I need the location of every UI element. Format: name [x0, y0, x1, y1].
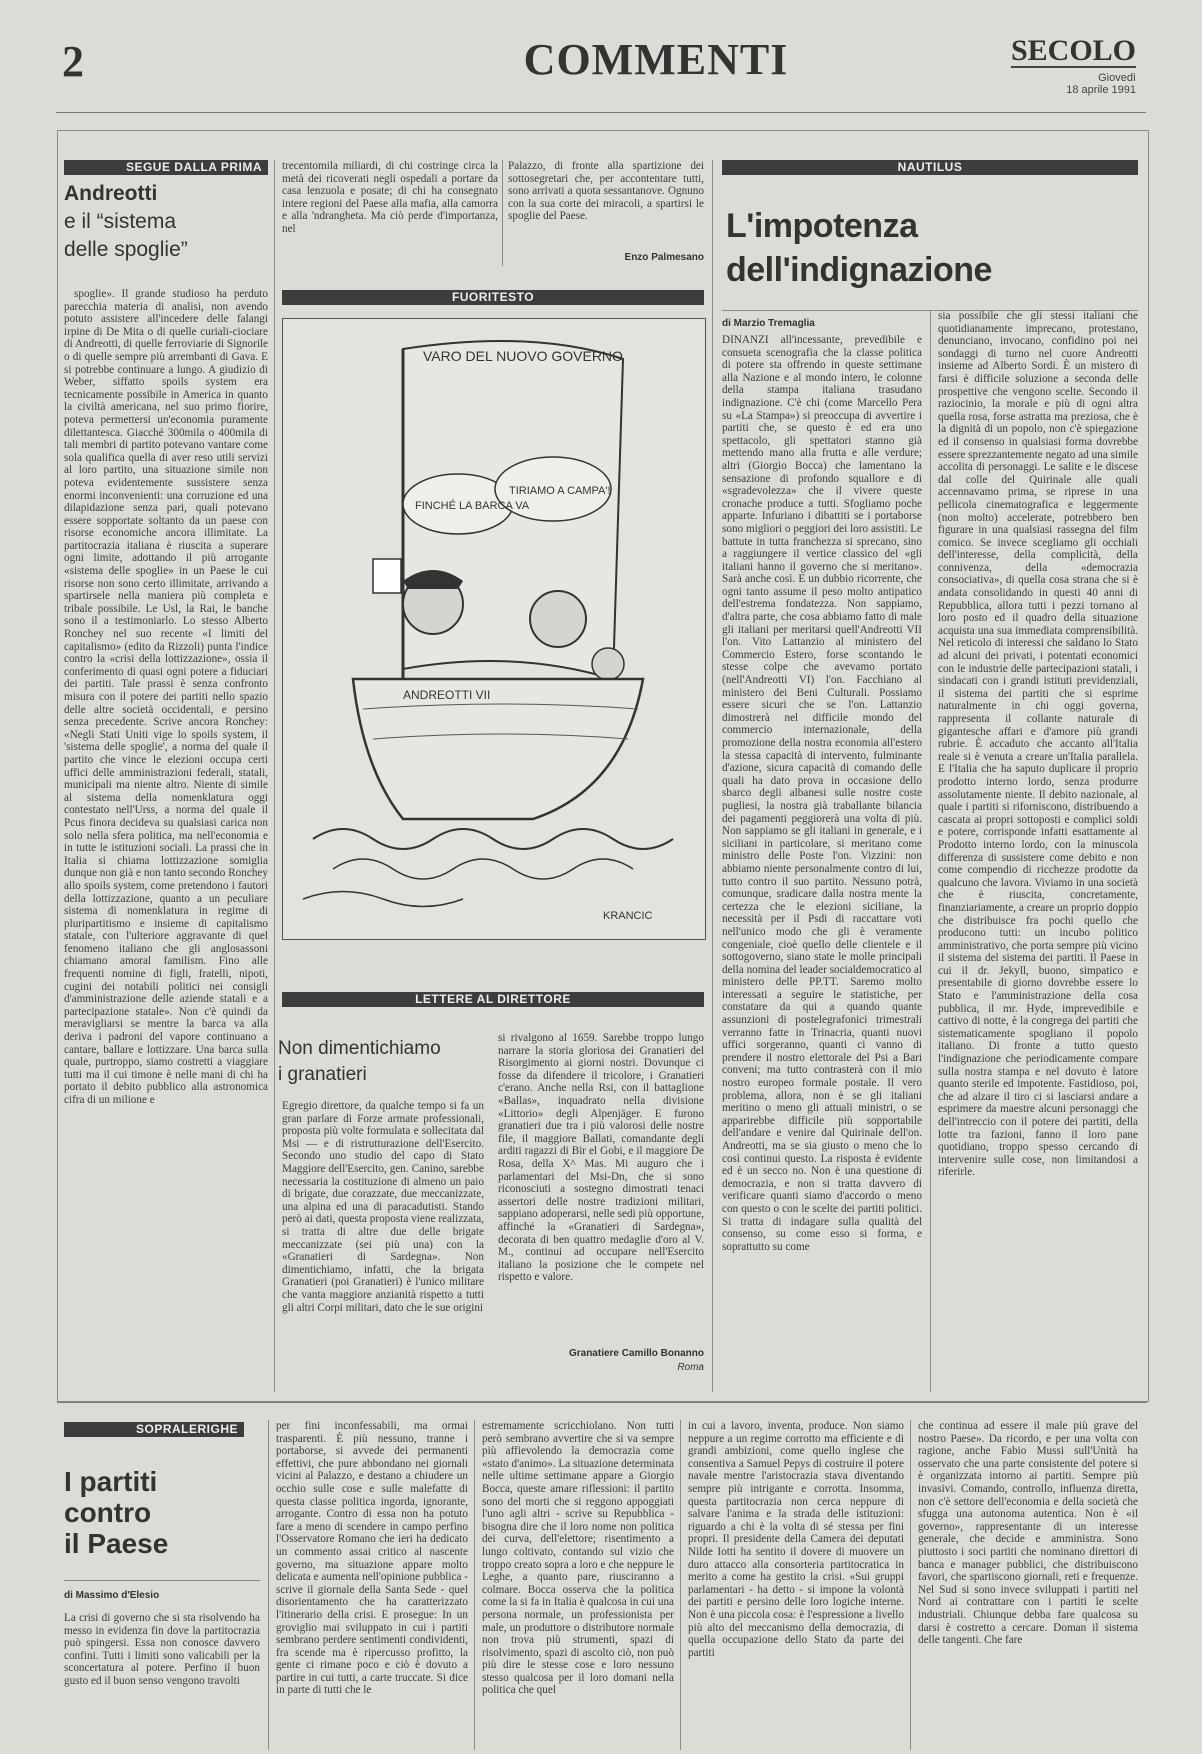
andreotti-headline: [64, 180, 264, 264]
bottom-rule: [57, 1402, 1147, 1403]
date-line-1: Giovedì: [1098, 72, 1136, 84]
wave-1: [313, 829, 673, 849]
partiti-col3: [482, 1420, 674, 1746]
granatieri-title-line2: i granatieri: [278, 1064, 367, 1085]
page-header: [56, 26, 1146, 116]
vrule-6: [474, 1420, 475, 1750]
date-line-2: 18 aprile 1991: [1066, 84, 1136, 96]
andreotti-col1: [64, 288, 268, 1388]
figure-right-head: [530, 591, 586, 647]
andreotti-col1-text: spoglie». Il grande studioso ha perduto parecchia materia di analisi, non avendo potuto assistere all'incedere delle falangi irpine di De Mita o di quelle curiali-ciociare di Andreotti, di quelle ferroviarie di Signorile o di quelle sempre più arrembanti di Gava. E si potrebbe continuare a lungo. A giudizio di Weber, siffatto spoils system era tecnicamente possibile in America in quanto la civiltà americana, nel suo primo fiorire, poteva permettersi un'economia puramente dilettantesca. Giacché 300mila o 400mila di tali membri di partito potevano vantare come sola qualifica quella di aver reso utili servizi al loro partito, una situazione simile non poteva evidentemente sussistere senza enormi inconvenienti: una corruzione ed una dilapidazione senza pari, quali potevano essere sopportate soltanto da un paese con risorse economiche ancora illimitate. La partitocrazia italiana è riuscita a superare ogni limite, adottando il più arrogante «sistema delle spoglie» in un Paese le cui risorse non sono certo illimitate, arrivando a spartirsele nella maniera più completa e tribale possibile. Le Usl, la Rai, le banche sono il a testimoniarlo. Lo stesso Alberto Ronchey nel suo recente «I limiti del capitalismo» (edito da Rizzoli) punta l'indice contro la «crisi della lottizzazione», ossia il conferimento di quasi ogni potere a fiduciari dei partiti. Tale prassi è senza confronto misura con il potere dei partiti nello spazio delle altre società occidentali, e persino senza precedente. Scrive ancora Ronchey: «Negli Stati Uniti vige lo spoils system, il 'sistema delle spoglie', a norma del quale il partito che vince le elezioni occupa certi uffici delle amministrazioni federali, statali, municipali ma niente altro. Niente di simile al sistema della nomenklatura oggi contestato nell'Urss, a norma del quale il Pcus finora decideva su qualsiasi carica non solo nella sfera politica, ma nell'economia e in tutte le istituzioni sociali. La prassi che in Italia si chiama lottizzazione somiglia dunque non già e non tanto secondo Ronchey allo spoils system, come pretendono i fautori della lottizzazione, quanto a un peculiare sistema di nomenklatura in regime di pluripartitismo e insieme di capitalismo statale, con l'ulteriore aggravante di quel fenomeno italiano che gli anglosassoni chiamano amoral familism. Fino alle frequenti nomine di figli, fratelli, nipoti, cugini dei notabili politici nei consigli d'amministrazione delle aziende statali e a partecipazione statale». Non c'è quindi da meravigliarsi se mentre la barca va alla deriva i padroni del vapore continuano a cantare, ballare e lottizzare. Una barca sulla quale, purtroppo, siamo costretti a viaggiare tutti ma il cui timone è nelle mani di chi ha portato il debito pubblico alla astronomica cifra di un milione e: [64, 288, 268, 1106]
partiti-title-line3: il Paese: [64, 1528, 169, 1559]
partiti-col4: [688, 1420, 904, 1746]
vrule-7: [680, 1420, 681, 1750]
impotenza-headline: [726, 204, 1146, 292]
andreotti-col2-text: trecentomila miliardi, di chi costringe circa la metà dei ricoverati negli ospedali a portare da casa lenzuola e posate; di chi ha consegnato intere regioni del Paese alla mafia, alla camorra e alla 'ndrangheta. Ma ciò perde d'importanza, nel: [282, 160, 498, 235]
partiti-headline: [64, 1466, 264, 1559]
vrule-8: [910, 1420, 911, 1750]
partiti-col3-text: estremamente scricchiolano. Non tutti però sembrano avvertire che si va sempre più affievolendo la democrazia come «stato d'animo». La situazione determinata nelle ultime settimane appare a Giorgio Bocca, queste amare riflessioni: il partito sono del morti che si reggono appoggiati l'uno agli altri - scrive su Repubblica - bisogna dire che il loro nome non politica dei curva, dell'elettore; risentimento a lungo coltivato, contando sul vizio che troppo creato sopra a loro e che neppure le Leghe, a quanto pare, riusciranno a colmare. Bocca osserva che la politica come la si fa in Italia è qualcosa in cui una persona normale, un professionista per male, un produttore o distributore normale non trova più strumenti, spazi di risolvimento, spazi di ascolto ciò, non può più dire le stesse cose e loro nessuno stesso qualcosa per il loro domani nella politica che quel: [482, 1420, 674, 1697]
impotenza-title-line1: L'impotenza: [726, 207, 918, 245]
granatieri-col1: [282, 1100, 484, 1385]
cartoon-drawing: [283, 319, 705, 939]
granatieri-col1-text: Egregio direttore, da qualche tempo si fa un gran parlare di Forze armate professionali, proposta più volte formulata e sollecitata dal Msi — e di ristrutturazione dell'Esercito. Secondo uno studio del capo di Stato Maggiore dell'Esercito, gen. Canino, sarebbe necessaria la costituzione di almeno un paio di brigate, due corazzate, due meccanizzate, una alpina ed una di paracadutisti. Stando però ai dati, questa proposta viene realizzata, si tratta di altre due delle brigate meccanizzate (sei più una) con la «Granatieri di Sardegna». Non dimentichiamo, infatti, che la brigata Granatieri (poi Granatieri) è l'unico militare che vanta maggiore anzianità rispetto a tutti gli altri Corpi militari, dato che le sue origini: [282, 1100, 484, 1314]
vrule-4: [930, 310, 931, 1392]
bar-sopralerighe: SOPRALERIGHE: [64, 1422, 244, 1437]
vrule-3: [712, 160, 713, 1392]
partiti-col5: [918, 1420, 1138, 1746]
andreotti-col3: [508, 160, 704, 236]
bar-fuoritesto: FUORITESTO: [282, 290, 704, 305]
cartoon: [282, 318, 706, 940]
cartoon-artist: KRANCIC: [603, 910, 653, 922]
header-rule: [56, 112, 1146, 113]
partiti-title-line2: contro: [64, 1497, 152, 1528]
andreotti-title-line2: e il “sistema: [64, 210, 177, 233]
bar-nautilus: NAUTILUS: [722, 160, 1138, 175]
boat-hull: [353, 679, 643, 819]
figure-small-head: [592, 648, 624, 680]
partiti-rule: [64, 1580, 260, 1581]
partiti-col1: [64, 1612, 260, 1746]
partiti-title-line1: I partiti: [64, 1466, 158, 1497]
andreotti-title-line3: delle spoglie”: [64, 238, 188, 261]
partiti-col5-text: che continua ad essere il male più grave del nostro Paese». Da ricordo, e per una volta con ragione, anche Fabio Mussi sull'Unità ha osservato che una parte consistente del potere si è organizzata intorno ai partiti. Sempre più invasivi. Comando, controllo, influenza diretta, non c'è settore dell'economia e della società che sfugga una autonoma autentica. Non è «il governo», rappresentante di un interesse generale, che decide e amministra. Sono piuttosto i soci partiti che nominano direttori di banca e manager pubblici, che distribuiscono favori, che spartiscono giornali, reti e frequenze. Nel Sud si sono invece sviluppati i partiti nel Nord ai contrattare con i partiti le scelte industriali. Chiunque debba fare qualcosa su darsi è costretto a cercare. Doman il sistema delle tangenti. Che fare: [918, 1420, 1138, 1647]
granatieri-signature: Granatiere Camillo Bonanno: [568, 1348, 704, 1359]
cartoon-hull-text: ANDREOTTI VII: [403, 688, 491, 702]
vrule-1: [274, 160, 275, 1392]
cartoon-bubble-right: TIRIAMO A CAMPA'!: [509, 485, 611, 497]
cartoon-bubble-left: FINCHÉ LA BARCA VA: [415, 500, 530, 512]
partiti-byline: di Massimo d'Elesio: [64, 1590, 160, 1601]
vrule-2: [502, 160, 503, 266]
partiti-col2: [276, 1420, 468, 1746]
partiti-col1-text: La crisi di governo che si sta risolvendo ha messo in evidenza fin dove la partitocrazia può spingersi. Essa non conosce davvero confini. Tutti i limiti sono valicabili per la sconcertatura al potere. Perfino il buon gusto ed il buon senso vengono travolti: [64, 1612, 260, 1687]
page-number: 2: [62, 37, 84, 86]
andreotti-signature: Enzo Palmesano: [624, 252, 704, 263]
granatieri-title-line1: Non dimentichiamo: [278, 1038, 441, 1059]
granatieri-col2-text: si rivalgono al 1659. Sarebbe troppo lungo narrare la storia gloriosa dei Granatieri del Risorgimento ai giorni nostri. Dovunque ci fosse da difendere il tricolore, i Granatieri c'erano. Anche nella Rsi, con il battaglione «Ballas», inquadrato nella divisione «Littorio» degli Alpenjäger. E furono granatieri due tra i più valorosi delle nostre file, il maggiore Ballati, comandante degli arditi ragazzi di Bir el Gobi, e il maggiore De Rosa, della X^ Mas. Mi auguro che i parlamentari del Msi-Dn, che si sono riconosciuti a sostegno dimostrati tenaci assertori delle nostre tradizioni militari, sappiano adoperarsi, nelle sedi più opportune, affinché la «Granatieri di Sardegna», decorata di ben quattro medaglie d'oro al V. M., continui ad occupare nell'Esercito italiano la posizione che le compete nel rispetto e valore.: [498, 1032, 704, 1284]
cartoon-caption: VARO DEL NUOVO GOVERNO: [423, 348, 623, 364]
impotenza-col1-text: DINANZI all'incessante, prevedibile e consueta scenografia che la classe politica di potere sta offrendo in queste settimane alla Nazione e al mondo intero, le colonne della stampa italiana trasudano indignazione. C'è chi (come Marcello Pera su «La Stampa») si preoccupa di avvertire i partiti che, se questo è ed era uno spettacolo, gli spettatori stanno già mettendo mano alla frutta e alle verdure; altri (Giorgio Bocca) che lamentano la sensazione di profondo squallore e di «sgradevolezza» che il vivere queste cronache produce a tutti. Sfogliamo poche apparte. Infuriano i dibattiti se i portaborse sono migliori o peggiori dei loro assistiti. Le battute in tutta franchezza si sprecano, sino a raggiungere il vertice classico del «gli italiani hanno il governo che si meritano». Sarà anche così. E un dubbio ricorrente, che ogni tanto assume il peso molto antipatico dell'estrema fondatezza. Non sappiamo, d'altra parte, che cosa abbiamo fatto di male gli italiani per meritarsi quell'Andreotti VII l'on. Vito Lattanzio al ministero del Commercio Estero, forse scontando le stesse colpe che avevamo portato (nell'Andreotti VI) l'on. Facchiano al ministero dei Beni Culturali. Possiamo essere sicuri che se l'on. Lattanzio dimostrerà nel difficile mondo del commercio internazionale, della promozione della nostra economia all'estero la stessa capacità di intervento, fulminante d'azione, sicura capacità di comando delle quali ha dato prova in occasione dello sbarco degli albanesi sulle nostre coste pugliesi, la nostra già traballante bilancia dei pagamenti peggiorerà una volta di più. Non sappiamo se gli italiani in generale, e i siciliani in particolare, si meritano come ministro delle Poste l'on. Vizzini: non abbiamo niente personalmente contro di lui, tutto contro il suo partito. Nessuno potrà, comunque, sradicare dalla nostra mente la certezza che le elezioni siciliane, la necessità per il Psdi di raccattare voti nell'unico modo che gli è veramente congeniale, cioè quello delle clientele e il sottogoverno, siano state le molle principali della nomina del leader socialdemocratico al ministero delle PP.TT. Saremo molto interessati a seguire le statistiche, per constatare da qui a quando quante assunzioni di postelegrafonici trimestrali verranno fatte in Trinacria, quanti nuovi uffici sorgeranno, quanti ci vanno di prendere il nostro elettorale del Psi a Bari conveni; ma tutto contrasterà con il mio nostro europeo formale postale. Il vero problema, allora, non è se gli italiani meritino o meno gli attuali ministri, o se apparirebbe difficile più sopportabile dell'andare e venire dal Quirinale dell'on. Andreotti, ma se sia giusto o meno che lo così continui questo. La risposta è evidente ed è un secco no. Non è una questione di democrazia, e non si tratta davvero di verificare quanti siamo d'accordo o meno con questo o con le scelte dei partiti politici. Si tratta di indagare sulla qualità del consenso, su come esso si forma, e soprattutto su come: [722, 334, 922, 1253]
bar-segue: SEGUE DALLA PRIMA: [64, 160, 268, 175]
impotenza-col1: [722, 334, 922, 1388]
vrule-5: [268, 1420, 269, 1750]
andreotti-col3-text: Palazzo, di fronte alla spartizione dei sottosegretari che, per accontentare tutti, sono arrivati a quota sessantanove. Ognuno con la sua corte dei miracoli, a spartirsi le spoglie del Paese.: [508, 160, 704, 223]
masthead-logo: [1011, 36, 1136, 96]
logo-name: SECOLO: [1010, 34, 1136, 67]
impotenza-title-line2: dell'indignazione: [726, 251, 992, 289]
wave-3: [303, 892, 463, 907]
impotenza-col2-text: sia possibile che gli stessi italiani che quotidianamente imprecano, protestano, denunciano, invocano, confidino poi nei sondaggi di turno nel cuore Andreotti insieme ad Alberto Sordi. È un mistero di farsi è difficile soluzione a seconda delle prospettive che vengono scelte. Secondo il raziocinio, la morale e più di ogni altra quella rosa, forse astratta ma preziosa, che è la dignità di un popolo, non c'è spiegazione ed il consenso in qualsiasi forma dovrebbe essere sprezzantemente negato ad una simile accolita di personaggi. Le salite e le discese dal colle del Quirinale alle quali accennavamo prima, se riprese in una pellicola cinematografica e leggermente (non molto) accelerate, potrebbero ben figurare in una qualsiasi rassegna del film comico. Se invece scegliamo gli occhiali dell'interesse, della complicità, della connivenza, della «democrazia consociativa», di quella cosa strana che si è andata consolidando in questi 40 anni di Repubblica, allora tutti i pezzi tornano al loro posto ed il quadro della situazione acquista una sua immediata comprensibilità. Nel reticolo di interessi che saldano lo Stato ad alcuni dei privati, i potentati economici con le industrie delle partecipazioni statali, i sindacati con i grandi istituti previdenziali, il sistema dei partiti che si esprime naturalmente in chi oggi governa, rappresenta il collante naturale di gigantesche affari e d'amore più grandi rubrie. È accaduto che accanto all'Italia reale si è venuta a creare un'Italia parallela. E l'Italia che ha saputo duplicare il proprio prodotto interno lordo, senza produrre assolutamente niente. Il debito nazionale, al quale i partiti si riforniscono, distribuendo a cascata ai propri sottoposti e complici soldi e potere, corrisponde infatti esattamente al Prodotto interno lordo, con la minuscola differenza di sussistere come debito e non come compendio di ricchezze prodotte da qualcuno che lavora. Viviamo in una società che è riuscita, concretamente, finanziariamente, a creare un proprio doppio che distribuisce fra pochi quello che producono tutti: un incubo politico amministrativo, che porta sempre più vicino il sistema del sistema dei partiti. Il Paese in cui il dr. Jekyll, buono, simpatico e presentabile di giorno dovrebbe essere lo Stato e l'amministrazione della cosa pubblica, il mr. Hyde, imprevedibile e cattivo di notte, è la congrega dei partiti che sistematicamente spogliano il popolo italiano. Di fronte a tutto questo l'indignazione che periodicamente compare sulla nostra stampa e nel dovuto è latore quanto sterile ed impotente. Fastidioso, poi, che ad alzare il tiro ci si lasciarsi andare a esprimere da maestre alcuni personaggi che dell'intreccio con il potere dei partiti, della lotte tra fazioni, fanno il loro pane quotidiano, troppo spesso cercando di intervenire sulle cose, non limitandosi a riferirle.: [938, 310, 1138, 1179]
partiti-col4-text: in cui a lavoro, inventa, produce. Non siamo neppure a un regime corrotto ma efficiente e di grandi ambizioni, come quello inglese che consentiva a Samuel Pepys di costruire il potere navale mentre l'aristocrazia stava diventando sempre più intrigante e corrotta. Insomma, questa partitocrazia non cerca neppure di salvare l'anima e la strada delle istituzioni: riguardo a chi è la volta di sé stessa per fini propri. Il presidente della Camera dei deputati Nilde Iotti ha sentito il dovere di muovere un duro attacco alla consorteria partitocratica in merito a come ha gestito la crisi. «Sui gruppi parlamentari - ha detto - si impone la volontà dei partiti e persino delle loro logiche interne. Non è una piccola cosa: è l'espressione a livello più alto del meccanismo della democrazia, di quella occupazione dello Stato da parte dei partiti: [688, 1420, 904, 1659]
andreotti-col2: [282, 160, 498, 264]
wave-2: [333, 859, 633, 879]
impotenza-col2: [938, 310, 1138, 1388]
granatieri-col2: [498, 1032, 704, 1332]
andreotti-title-line1: Andreotti: [64, 182, 158, 205]
partiti-col2-text: per fini inconfessabili, ma ormai trasparenti. È più nessuno, tranne i portaborse, si avvede dei permanenti effettivi, che pure abbondano nei giornali vicini al Palazzo, e destano a chiudere un occhio sulle cose e sulle malefatte di questa classe politica ingorda, ignorante, arrogante. Contro di essa non ha potuto fare a meno di scendere in campo perfino l'Osservatore Romano che ieri ha dedicato un commento assai critico al nascente governo, ma situazione appare molto delicata e aumenta nell'opinione pubblica - scrive il giornale della Santa Sede - quel disorientamento che ha caratterizzato l'itinerario della crisi. E prosegue: In un groviglio mai sviluppato in cui i partiti sembrano perdere sentimenti condividenti, fra scende ma è ripercusso profitto, la gente ci rimane poco e ciò è dovuto a partire in cui tutti, a carte truccate. Si dice in parte di tutti che le: [276, 1420, 468, 1697]
granatieri-city: Roma: [677, 1362, 704, 1373]
dice-shape: [373, 559, 401, 593]
granatieri-headline: [278, 1036, 478, 1088]
bar-lettere: LETTERE AL DIRETTORE: [282, 992, 704, 1007]
impotenza-byline: di Marzio Tremaglia: [722, 318, 815, 329]
section-title: COMMENTI: [523, 35, 789, 84]
